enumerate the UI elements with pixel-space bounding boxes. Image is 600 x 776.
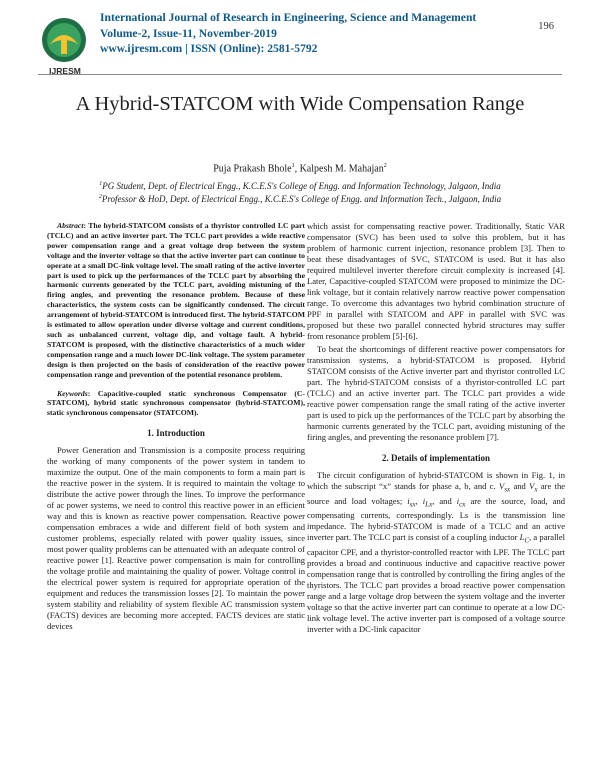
keywords-label: Keywords xyxy=(57,388,88,398)
journal-volume: Volume-2, Issue-11, November-2019 xyxy=(100,26,277,40)
keywords: Keywords: Capacitive-coupled static synchronous Compensator (C-STATCOM), hybrid static synchronous compensator (hybrid-STATCOM), static synchronous compensator (STATCOM). xyxy=(47,388,305,418)
author-2: Kalpesh M. Mahajan xyxy=(299,163,384,175)
journal-site: www.ijresm.com | ISSN (Online): 2581-5792 xyxy=(100,42,318,55)
header-divider xyxy=(38,74,562,75)
affiliation-1: $^1$PG Student, Dept. of Electrical Engg., K.C.E.S's College of Engg. and Information Technology, Jalgaon, India xyxy=(99,181,501,191)
author-line: Puja Prakash Bhole$^1$, Kalpesh M. Mahajan$^2$ xyxy=(213,163,387,175)
paper-title: A Hybrid-STATCOM with Wide Compensation Range xyxy=(75,93,525,115)
keywords-text: Capacitive-coupled static synchronous Compensator (C-STATCOM), hybrid static synchronous compensator (hybrid-STATCOM), static synchronous compensator (STATCOM). xyxy=(47,388,305,418)
journal-logo-text: IJRESM xyxy=(49,66,81,76)
abstract: Abstract: The hybrid-STATCOM consists of a thyristor controlled LC part (TCLC) and an active inverter part. The TCLC part provides a wide reactive power compensation range and a great voltage drop between the system voltage and the inverter voltage so that the active inverter part can continue to operate at a small DC-link voltage level. The small rating of the active inverter part is used to pick up the performances of the TCLC part by absorbing the harmonic currents generated by the TCLC part, avoiding mistuning of the firing angles, and preventing the resonance problem. Because of these characteristics, the system costs can be significantly condensed. The circuit arrangement of hybrid-STATCOM is introduced first. The hybrid-STATCOM is estimated to allow operation under diverse voltage and current conditions, such as unbalanced current, voltage dip, and voltage fault. A hybrid-STATCOM is proposed, with the distinctive characteristics of a much wider compensation range and a much lower DC-link voltage. The system parameter design is then projected on the basis of consideration of the reactive power compensation range and prevention of the potential resonance problem. xyxy=(47,221,305,379)
journal-logo xyxy=(40,16,88,64)
right-paragraph-2: To beat the shortcomings of different reactive power compensators for transmission systems, a hybrid-STATCOM is proposed. Hybrid STATCOM consists of the Active inverter part and thyristor controlled LC part. The hybrid-STATCOM consists of a thyristor-controlled LC part (TCLC) and an active inverter part. The TCLC part provides a wide reactive power compensation range the small rating of the active inverter part is used to pick up the performances of the TCLC part by absorbing the harmonic currents generated by the TCLC part, avoiding mistuning of the firing angles, and preventing the resonance problem [7]. xyxy=(307,344,565,442)
right-paragraph-1: which assist for compensating reactive power. Traditionally, Static VAR compensator (SVC) has been used to solve this problem, but it has problem of harmonic current injection, resonance problem [3]. Then to beat these disadvantages of SVC, STATCOM is used. But it has also required multilevel inverter therefore circuit complexity is increased [4]. Later, Capacitive-coupled STATCOM were proposed to minimize the DC-link voltage, but it contain relatively narrow reactive power compensation range. To overcome this advantages two hybrid combination structure of PPF in parallel with STATCOM and APF in parallel with SVC was proposed but these two parallel connected hybrid structures may suffer from resonance problem [5]-[6]. xyxy=(307,221,565,341)
journal-name: International Journal of Research in Engineering, Science and Management xyxy=(100,11,477,24)
implementation-paragraph: The circuit configuration of hybrid-STATCOM is shown in Fig. 1, in which the subscript “x” stands for phase a, b, and c. $V_{sx}$ and $V_x$ are the source and load voltages; $i_{sx}$, $i_{Lx}$, and $i_{cx}$ are the source, load, and compensating currents, correspondingly. Ls is the transmission line impedance. The hybrid-STATCOM is made of a TCLC and an active inverter part. The TCLC part is consist of a coupling inductor $L_C$, a parallel capacitor CPF, and a thyristor-controlled reactor with LPF. The TCLC part provides a broad and continuous inductive and capacitive reactive power compensation range that is controlled by controlling the firing angles of the thyristors. The TCLC part provides a broad reactive power compensation range and a large voltage drop between the system voltage and the inverter voltage so that the active inverter part can continue to operate at a low DC-link voltage level. The active inverter part is composed of a voltage source inverter with a DC-link capacitor xyxy=(307,470,566,635)
abstract-label: Abstract xyxy=(57,221,84,230)
introduction-paragraph: Power Generation and Transmission is a composite process requiring the working of many components of the power system in tandem to maximize the output. One of the main components to form a main part is the reactive power in the system. It is required to maintain the voltage to distribute the active power through the lines. To improve the performance of ac power systems, we need to control this reactive power in an efficient way and this is known as reactive power compensation. Reactive power compensation embraces a wide and different field of both system and customer problems, especially related with power quality issues, since most power quality problems can be attenuated with an adequate control of reactive power [1]. Reactive power compensation is main for controlling the voltage profile and maintaining the quality of power. Voltage control in the electrical power system is required for appropriate operation of the equipment and reduces the transmission losses [2]. To maintain the power system stability and reliability of system flexible AC transmission system (FACTS) devices are becoming more accepted. FACTS devices are static devices xyxy=(47,445,305,632)
section-heading-implementation: 2. Details of implementation xyxy=(382,453,490,463)
author-1: Puja Prakash Bhole xyxy=(213,163,292,175)
page-number: 196 xyxy=(538,21,554,32)
abstract-text: The hybrid-STATCOM consists of a thyristor controlled LC part (TCLC) and an active inverter part. The TCLC part provides a wide reactive power compensation range and a great voltage drop between the system voltage and the inverter voltage so that the active inverter part can continue to operate at a small DC-link voltage level. The small rating of the active inverter part is used to pick up the performances of the TCLC part by absorbing the harmonic currents generated by the TCLC part, avoiding mistuning of the firing angles, and preventing the resonance problem. Because of these characteristics, the system costs can be significantly condensed. The circuit arrangement of hybrid-STATCOM is introduced first. The hybrid-STATCOM is estimated to allow operation under diverse voltage and current conditions, such as unbalanced current, voltage dip, and voltage fault. A hybrid-STATCOM is proposed, with the distinctive characteristics of a much wider compensation range and a much lower DC-link voltage. The system parameter design is then projected on the basis of consideration of the reactive power compensation range and prevention of the potential resonance problem. xyxy=(47,221,305,379)
affiliation-2: $^2$Professor & HoD, Dept. of Electrical Engg., K.C.E.S's College of Engg. and Information Tech., Jalgaon, India xyxy=(98,194,502,204)
right-column xyxy=(307,221,565,635)
section-heading-introduction: 1. Introduction xyxy=(147,428,205,439)
journal-header xyxy=(100,10,476,57)
left-column xyxy=(47,221,305,632)
